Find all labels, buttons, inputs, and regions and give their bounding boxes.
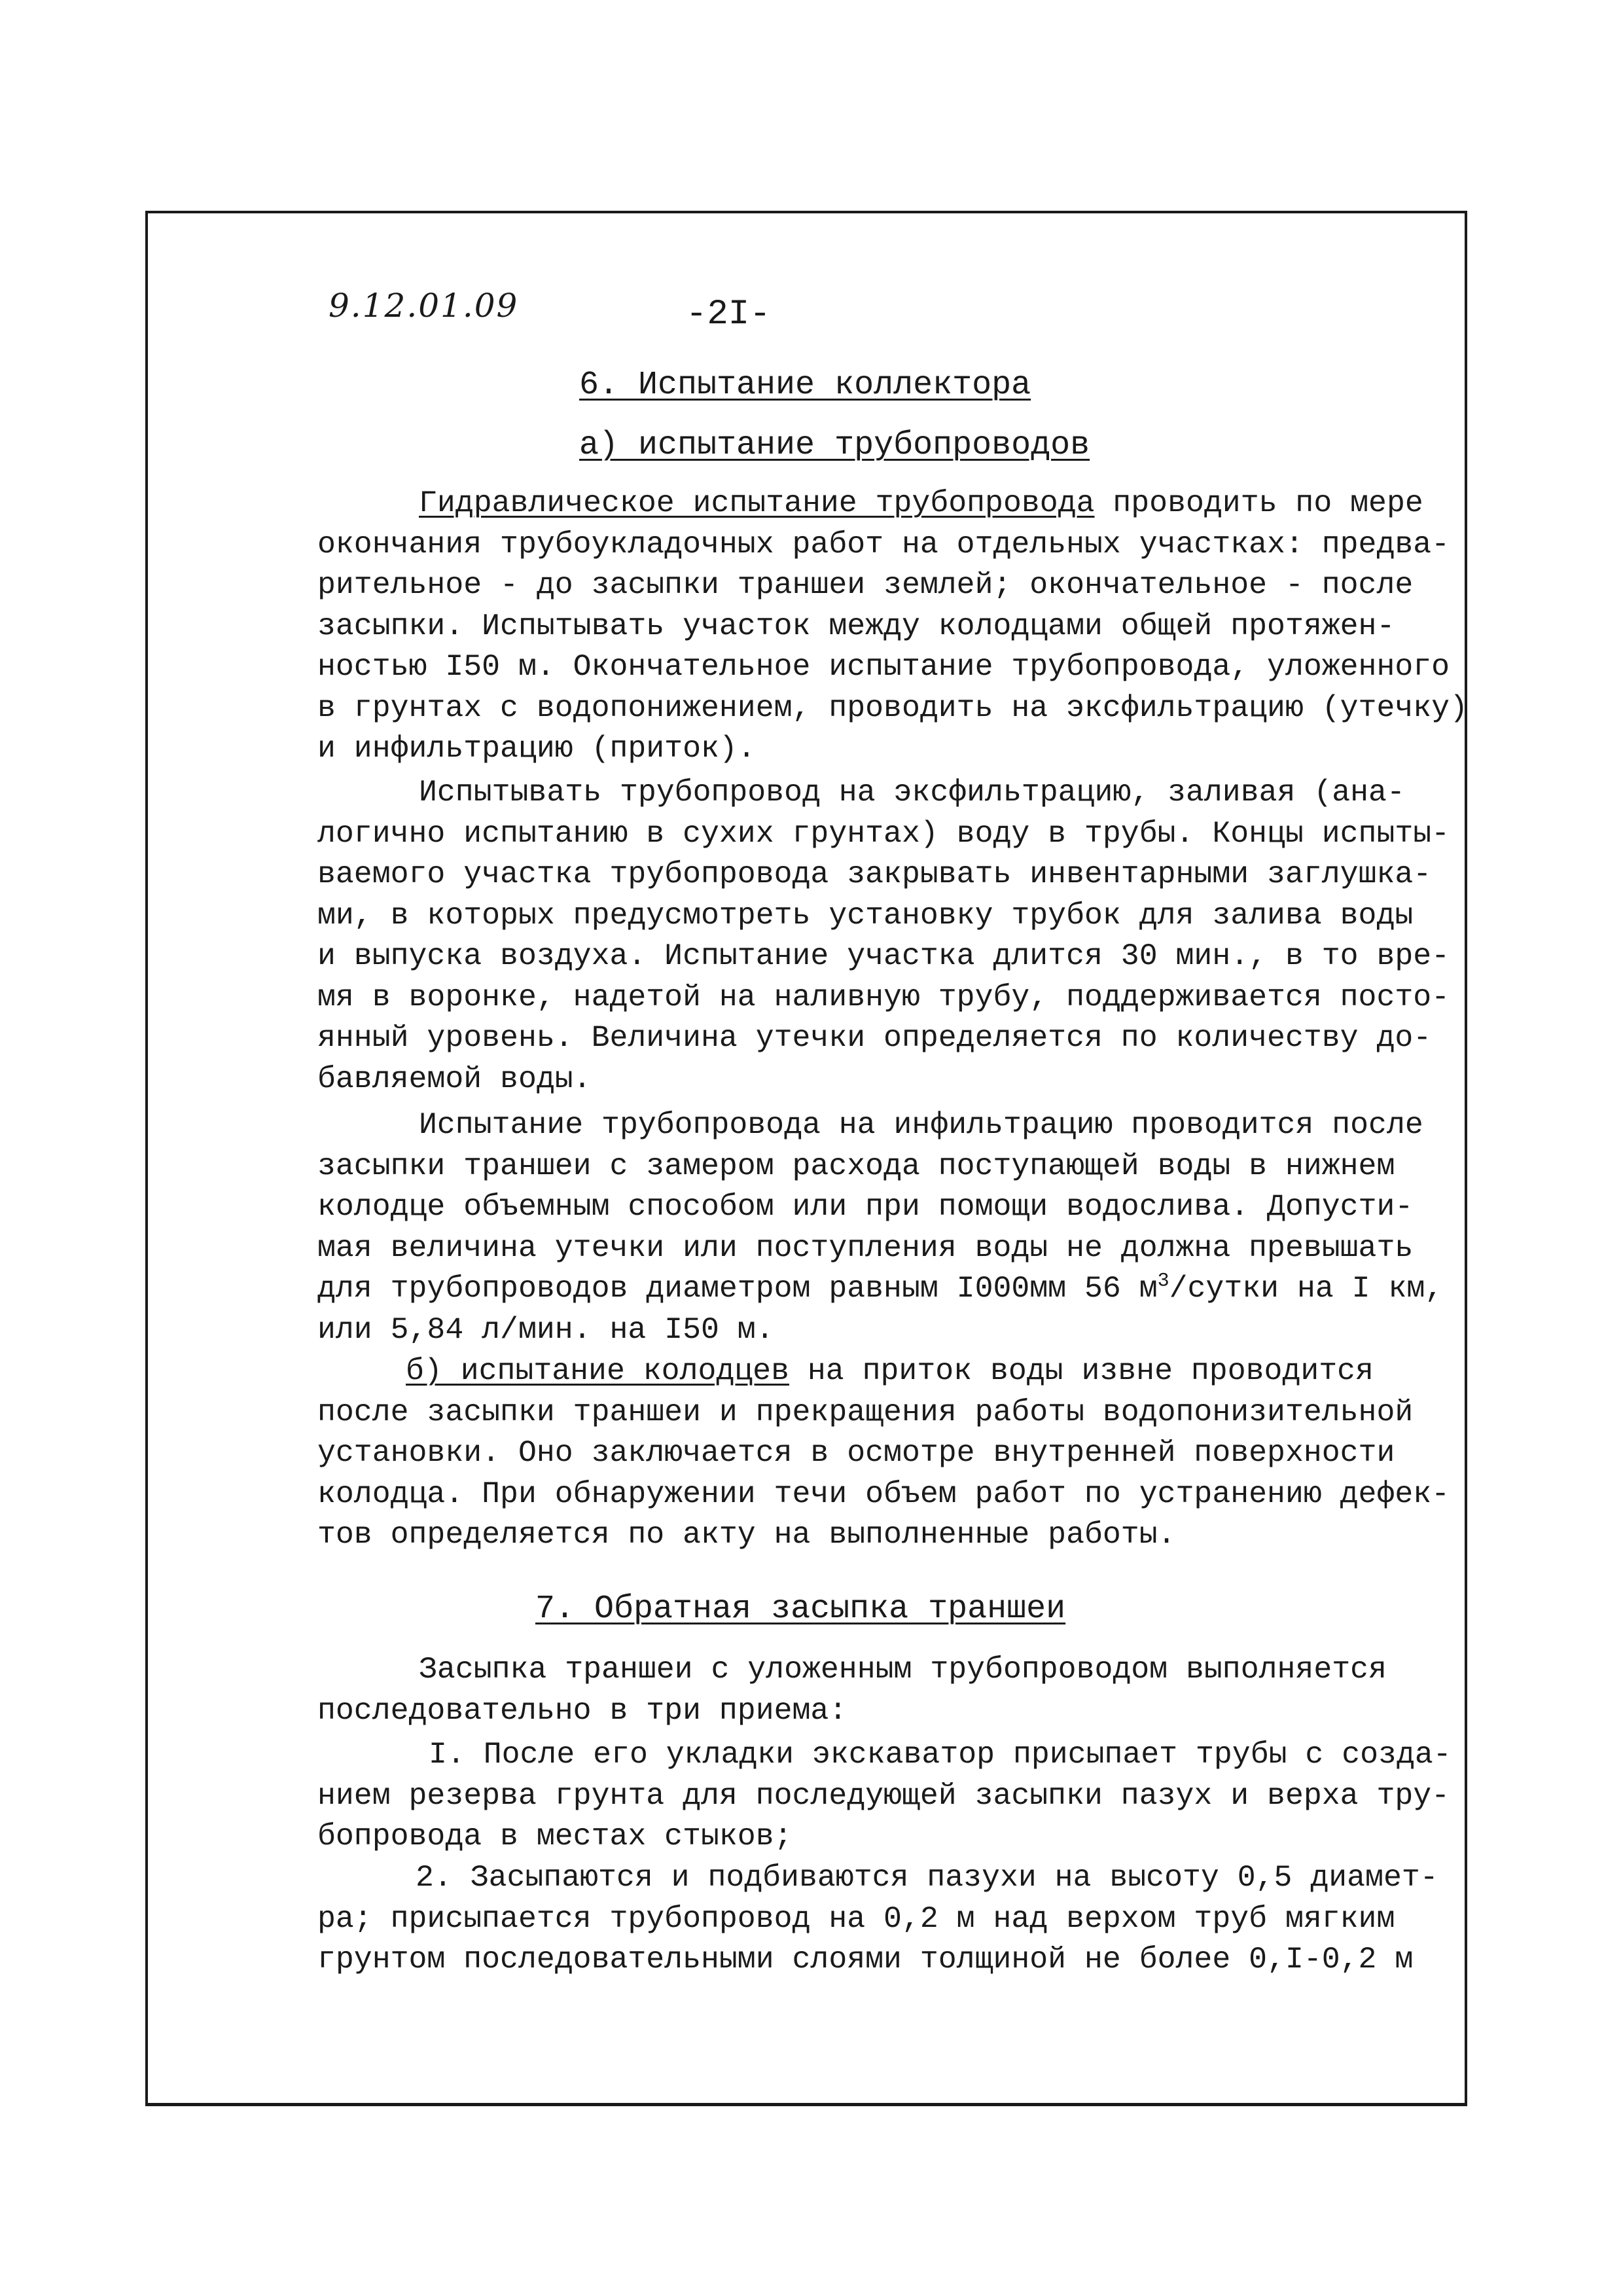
subsection-b-title: б) испытание колодцев — [406, 1354, 789, 1388]
paragraph-line: или 5,84 л/мин. на I50 м. — [317, 1312, 774, 1347]
paragraph-line: Испытание трубопровода на инфильтрацию проводится после — [419, 1107, 1423, 1142]
subsection-a-title: а) испытание трубопроводов — [579, 427, 1090, 464]
paragraph-line: последовательно в три приема: — [317, 1693, 847, 1728]
paragraph-wells-test — [317, 1351, 1450, 1556]
paragraph-line — [317, 1268, 1444, 1310]
paragraph-backfill — [317, 1649, 1407, 1731]
paragraph-line: тов определяется по акту на выполненные работы. — [317, 1517, 1176, 1552]
paragraph-line — [317, 1351, 1407, 1392]
paragraph-line: 2. Засыпаются и подбиваются пазухи на высоту 0,5 диамет- — [416, 1860, 1438, 1895]
paragraph-line: ностью I50 м. Окончательное испытание трубопровода, уложенного — [317, 649, 1450, 684]
paragraph-line: после засыпки траншеи и прекращения работы водопонизительной — [317, 1394, 1414, 1429]
superscript: 3 — [1157, 1270, 1169, 1293]
paragraph-line: I. После его укладки экскаватор присыпает трубы с созда- — [429, 1737, 1452, 1772]
paragraph-line: бопровода в местах стыков; — [317, 1819, 793, 1854]
section-6-title: 6. Испытание коллектора — [579, 367, 1031, 404]
paragraph-line: мя в воронке, надетой на наливную трубу, поддерживается посто- — [317, 979, 1450, 1014]
paragraph-hydraulic-test — [317, 483, 1468, 770]
paragraph-line: нием резерва грунта для последующей засыпки пазух и верха тру- — [317, 1778, 1450, 1813]
paragraph-line: засыпки траншеи с замером расхода поступающей воды в нижнем — [317, 1148, 1395, 1183]
page-number: -2I- — [686, 295, 771, 334]
paragraph-line: и инфильтрацию (приток). — [317, 731, 756, 766]
paragraph-line: колодце объемным способом или при помощи водослива. Допусти- — [317, 1189, 1414, 1224]
document-code: 9.12.01.09 — [329, 287, 519, 325]
paragraph-line: окончания трубоукладочных работ на отдельных участках: предва- — [317, 526, 1450, 562]
paragraph-line: засыпки. Испытывать участок между колодцами общей протяжен- — [317, 608, 1395, 643]
paragraph-line: колодца. При обнаружении течи объем работ по устранению дефек- — [317, 1476, 1450, 1511]
paragraph-line: логично испытанию в сухих грунтах) воду в трубы. Концы испыты- — [317, 816, 1450, 851]
paragraph-line: Испытывать трубопровод на эксфильтрацию, заливая (ана- — [419, 775, 1405, 810]
paragraph-line: янный уровень. Величина утечки определяется по количеству до- — [317, 1020, 1432, 1055]
paragraph-line: грунтом последовательными слоями толщиной не более 0,I-0,2 м — [317, 1942, 1414, 1977]
line-text: проводить по мере — [1094, 486, 1423, 520]
hydraulic-test-lead: Гидравлическое испытание трубопровода — [419, 486, 1095, 520]
paragraph-line: рительное - до засыпки траншеи землей; окончательное - после — [317, 567, 1414, 602]
paragraph-line: Засыпка траншеи с уложенным трубопроводом выполняется — [419, 1652, 1387, 1687]
paragraph-line: ваемого участка трубопровода закрывать инвентарными заглушка- — [317, 857, 1432, 891]
paragraph-line: в грунтах с водопонижением, проводить на эксфильтрацию (утечку) — [317, 690, 1468, 725]
paragraph-line: бавляемой воды. — [317, 1061, 592, 1096]
line-text: на приток воды извне проводится — [789, 1354, 1374, 1388]
section-7-title: 7. Обратная засыпка траншеи — [535, 1590, 1066, 1628]
paragraph-line: ми, в которых предусмотреть установку трубок для залива воды — [317, 897, 1414, 933]
line-text: /сутки на I км, — [1169, 1271, 1444, 1306]
paragraph-infiltration — [317, 1105, 1444, 1350]
paragraph-line: мая величина утечки или поступления воды не должна превышать — [317, 1230, 1414, 1265]
paragraph-line: установки. Оно заключается в осмотре внутренней поверхности — [317, 1435, 1395, 1470]
list-item-2 — [317, 1857, 1438, 1981]
paragraph-line: и выпуска воздуха. Испытание участка длится 30 мин., в то вре- — [317, 939, 1450, 973]
paragraph-line: ра; присыпается трубопровод на 0,2 м над верхом труб мягким — [317, 1901, 1395, 1936]
paragraph-exfiltration — [317, 772, 1450, 1100]
line-text: для трубопроводов диаметром равным I000мм 56 м — [317, 1271, 1158, 1306]
paragraph-line — [317, 483, 1423, 524]
list-item-1 — [317, 1734, 1452, 1857]
